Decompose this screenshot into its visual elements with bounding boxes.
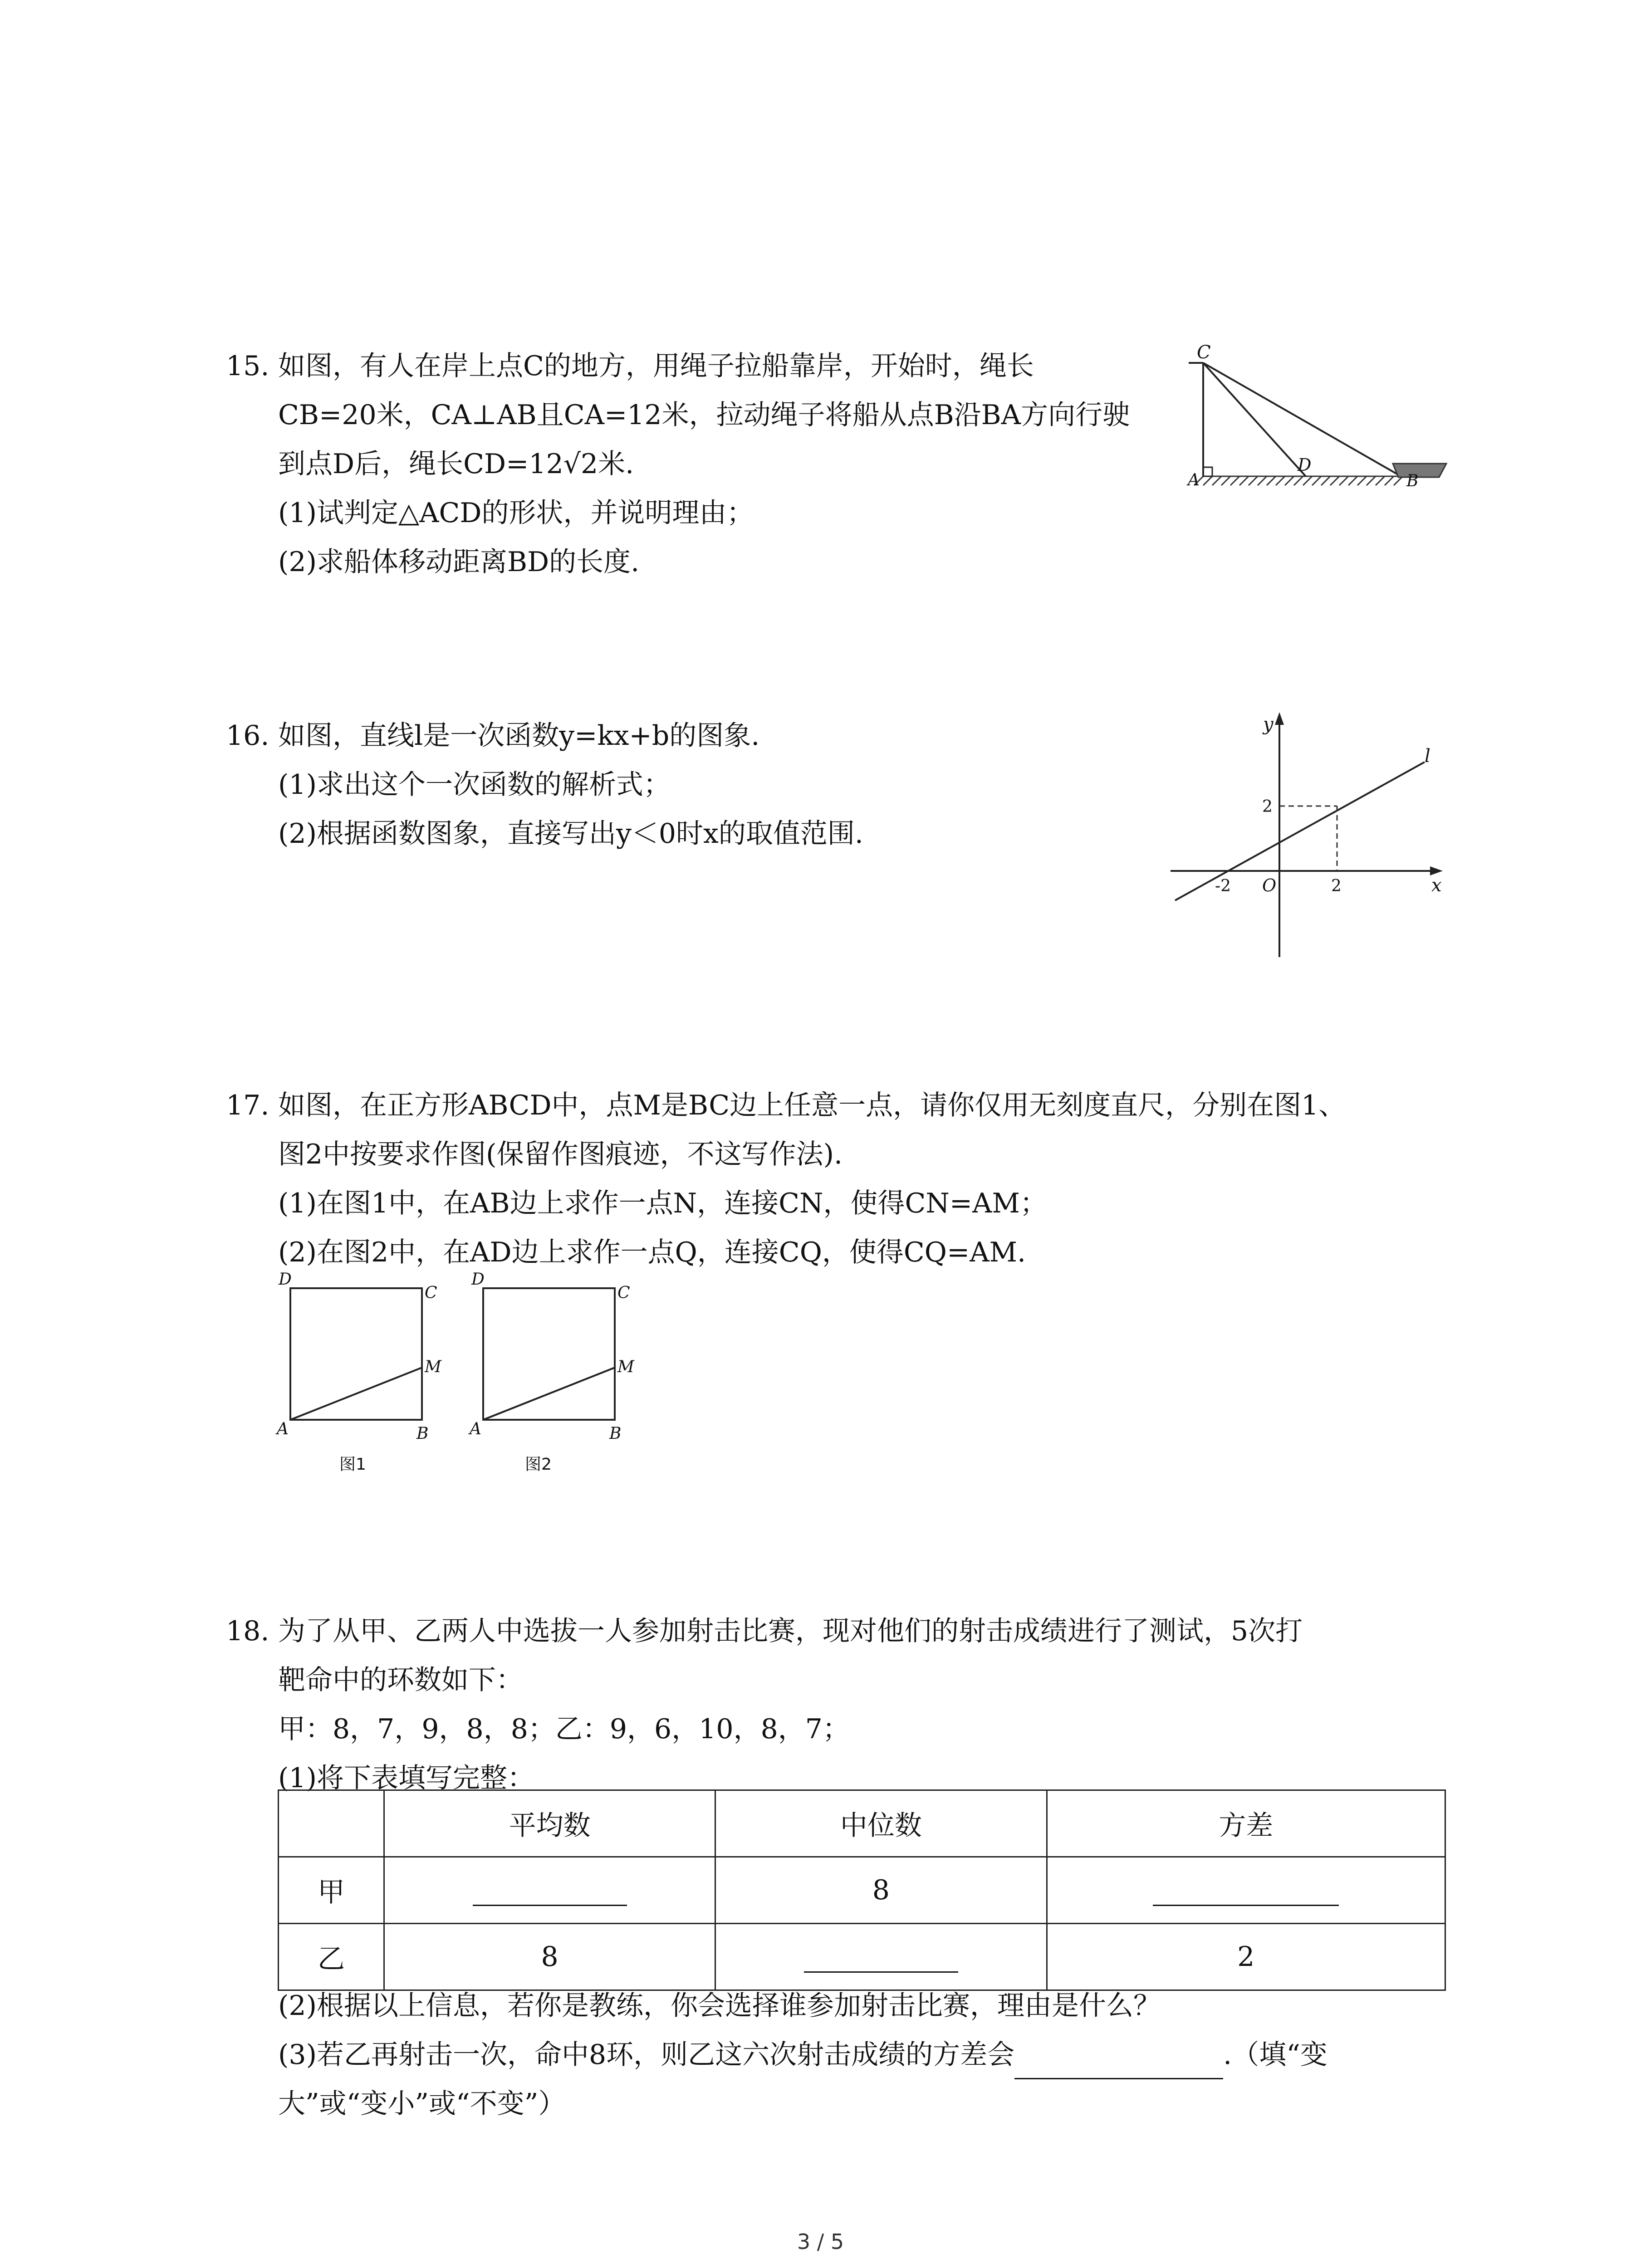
label-c: C xyxy=(1197,345,1211,363)
tick-2-y: 2 xyxy=(1262,797,1273,816)
sub-question: 大”或“变小”或“不变”） xyxy=(278,2088,566,2120)
question-17 xyxy=(226,1081,1346,1277)
question-number: 18. xyxy=(226,1615,269,1647)
row-name: 甲 xyxy=(279,1857,384,1924)
line-l xyxy=(1175,762,1425,900)
question-text: CB=20米，CA⊥AB且CA=12米，拉动绳子将船从点B沿BA方向行驶 xyxy=(278,399,1130,431)
variance-cell xyxy=(1047,1857,1445,1924)
row-name: 乙 xyxy=(279,1924,384,1990)
median-cell xyxy=(715,1924,1047,1990)
label-d: D xyxy=(471,1270,485,1289)
question-number: 16. xyxy=(226,720,269,752)
question-text: 靶命中的环数如下： xyxy=(278,1664,523,1696)
q17-figure-2 xyxy=(465,1270,647,1483)
square-abcd xyxy=(290,1288,422,1420)
answer-blank[interactable] xyxy=(1014,2051,1223,2079)
table-row xyxy=(279,1924,1445,1990)
segment-cd xyxy=(1203,363,1306,476)
figure-caption: 图2 xyxy=(525,1455,552,1474)
axis-label-x: x xyxy=(1431,875,1442,896)
question-text: 图2中按要求作图(保留作图痕迹，不这写作法). xyxy=(278,1139,843,1170)
sub-question-tail: .（填“变 xyxy=(1223,2039,1327,2071)
axis-label-y: y xyxy=(1263,714,1274,735)
origin-label: O xyxy=(1262,875,1277,895)
y-axis-arrow xyxy=(1275,712,1284,725)
tick-2-x: 2 xyxy=(1331,877,1342,895)
answer-blank[interactable] xyxy=(473,1877,627,1906)
mean-cell: 8 xyxy=(384,1924,715,1990)
question-16 xyxy=(226,711,863,858)
label-a: A xyxy=(277,1420,289,1438)
tick-neg2: -2 xyxy=(1215,877,1231,895)
table-header-cell: 中位数 xyxy=(715,1790,1047,1857)
answer-blank[interactable] xyxy=(1153,1877,1339,1906)
figure-caption: 图1 xyxy=(339,1455,366,1474)
segment-am xyxy=(290,1368,422,1420)
question-text: 如图，有人在岸上点C的地方，用绳子拉船靠岸，开始时，绳长 xyxy=(278,350,1034,382)
x-axis-arrow xyxy=(1430,866,1443,875)
sub-question: (2)求船体移动距离BD的长度. xyxy=(278,546,640,578)
ground-hatch xyxy=(1194,476,1406,485)
question-text: 如图，直线l是一次函数y=kx+b的图象. xyxy=(278,720,760,752)
label-b: B xyxy=(1406,472,1419,490)
variance-cell: 2 xyxy=(1047,1924,1445,1990)
sub-question: (1)求出这个一次函数的解析式； xyxy=(278,769,671,801)
sub-question: (2)在图2中，在AD边上求作一点Q，连接CQ，使得CQ=AM. xyxy=(278,1237,1026,1268)
label-m: M xyxy=(617,1358,634,1376)
label-b: B xyxy=(416,1424,429,1443)
sub-question: (1)试判定△ACD的形状，并说明理由； xyxy=(278,497,754,529)
q17-figure-1 xyxy=(272,1270,454,1483)
right-angle-mark xyxy=(1203,467,1212,476)
square-abcd xyxy=(483,1288,615,1420)
table-header-cell: 方差 xyxy=(1047,1790,1445,1857)
label-d: D xyxy=(279,1270,292,1289)
median-cell: 8 xyxy=(715,1857,1047,1924)
sub-question: (1)在图1中，在AB边上求作一点N，连接CN，使得CN=AM； xyxy=(278,1188,1047,1219)
q16-graph xyxy=(1161,712,1452,966)
label-a: A xyxy=(470,1420,481,1438)
question-15 xyxy=(226,342,1130,587)
label-b: B xyxy=(609,1424,622,1443)
sub-question: (2)根据以上信息，若你是教练，你会选择谁参加射击比赛，理由是什么？ xyxy=(278,1990,1161,2022)
sub-question: (2)根据函数图象，直接写出y＜0时x的取值范围. xyxy=(278,818,863,850)
q15-figure xyxy=(1161,345,1461,499)
score-data: 甲：8，7，9，8，8；乙：9，6，10，8，7； xyxy=(278,1713,850,1745)
segment-am xyxy=(483,1368,615,1420)
table-header-cell: 平均数 xyxy=(384,1790,715,1857)
page-number: 3 / 5 xyxy=(797,2229,844,2254)
question-text: 为了从甲、乙两人中选拔一人参加射击比赛，现对他们的射击成绩进行了测试，5次打 xyxy=(278,1615,1303,1647)
label-d: D xyxy=(1298,455,1312,475)
label-m: M xyxy=(425,1358,441,1376)
table-header-row xyxy=(279,1790,1445,1857)
answer-blank[interactable] xyxy=(804,1944,958,1973)
question-text: 到点D后，绳长CD=12√2米. xyxy=(278,448,634,480)
mean-cell xyxy=(384,1857,715,1924)
table-row xyxy=(279,1857,1445,1924)
question-18 xyxy=(226,1607,1303,1803)
label-c: C xyxy=(617,1284,630,1302)
line-label-l: l xyxy=(1425,746,1430,767)
boat-icon xyxy=(1393,464,1446,477)
sub-question: (1)将下表填写完整： xyxy=(278,1762,534,1794)
table-header-cell xyxy=(279,1790,384,1857)
label-c: C xyxy=(425,1284,437,1302)
question-text: 如图，在正方形ABCD中，点M是BC边上任意一点，请你仅用无刻度直尺，分别在图1、 xyxy=(278,1090,1346,1121)
sub-question: (3)若乙再射击一次，命中8环，则乙这六次射击成绩的方差会 xyxy=(278,2039,1015,2071)
question-number: 17. xyxy=(226,1090,269,1121)
question-18-continued xyxy=(226,1981,1327,2128)
label-a: A xyxy=(1188,471,1200,489)
question-number: 15. xyxy=(226,350,269,382)
score-table xyxy=(278,1789,1446,1991)
